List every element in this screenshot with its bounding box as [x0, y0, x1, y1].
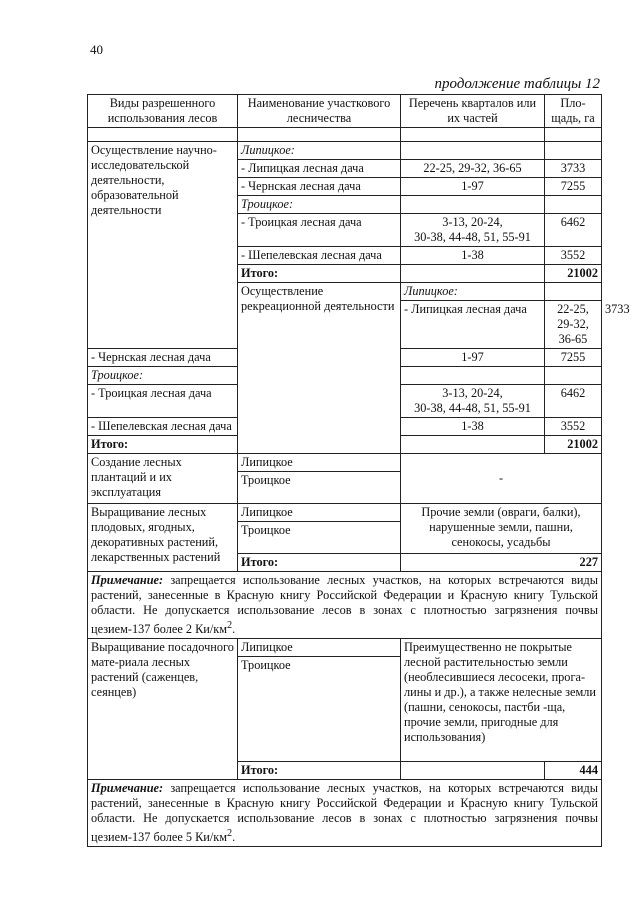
quarters-cell: 3-13, 20-24, 30-38, 44-48, 51, 55-91	[401, 385, 545, 418]
area-cell: 7255	[545, 349, 602, 367]
forestry-label: Троицкое	[238, 657, 401, 762]
area-cell: 7255	[545, 178, 602, 196]
area-cell: 6462	[545, 385, 602, 418]
header-quarters: Перечень кварталов или их частей	[401, 95, 545, 128]
table-row	[88, 504, 602, 522]
table-row	[88, 454, 602, 472]
quarters-cell: 22-25, 29-32, 36-65	[401, 160, 545, 178]
use-type-cell: Осуществление научно-исследовательской деятельности, образовательной деятельности	[88, 142, 238, 349]
quarters-cell: 3-13, 20-24, 30-38, 44-48, 51, 55-91	[401, 214, 545, 247]
forestry-label: Троицкое:	[238, 196, 401, 214]
use-type-cell: Осуществление рекреационной деятельности	[238, 283, 401, 454]
total-label: Итого:	[238, 265, 401, 283]
header-forestry-name: Наименование участкового лесничества	[238, 95, 401, 128]
forestry-label: Липицкое	[238, 639, 401, 657]
note-cell: Примечание: запрещается использование лесных участков, на которых встречаются виды растений, занесенные в Красную книгу Российской Федерации и Красную книгу Тульской области. Не допускается использование лесов в зонах с плотностью загрязнения почвы цезием-137 более 2 $Ки/км^2$.	[88, 572, 602, 639]
forest-dacha-name: - Троицкая лесная дача	[238, 214, 401, 247]
quarters-cell: 1-38	[401, 247, 545, 265]
total-value: 21002	[545, 265, 602, 283]
total-value: 21002	[545, 436, 602, 454]
area-cell: 3552	[545, 418, 602, 436]
area-cell: 3552	[545, 247, 602, 265]
forestry-label: Троицкое	[238, 522, 401, 554]
note-superscript: 2	[227, 828, 233, 840]
quarters-cell: 1-97	[401, 349, 545, 367]
use-type-cell: Создание лесных плантаций и их эксплуатация	[88, 454, 238, 504]
table-row	[88, 639, 602, 657]
note-cell: Примечание: запрещается использование лесных участков, на которых встречаются виды растений, занесенные в Красную книгу Российской Федерации и Красную книгу Тульской области. Не допускается использование лесов в зонах с плотностью загрязнения почвы цезием-137 более 5 $Ки/км^2$.	[88, 780, 602, 847]
spacer-row	[88, 128, 602, 142]
quarters-cell: Прочие земли (овраги, балки), нарушенные земли, пашни, сенокосы, усадьбы	[401, 504, 602, 554]
quarters-cell: Преимущественно не покрытые лесной растительностью земли (необлесившиеся лесосеки, прога- лины и др.), а также нелесные земли (пашни, сенокосы, пастби -ща, прочие земли, пригодные для использования)	[401, 639, 602, 762]
note-superscript: 2	[227, 620, 233, 631]
total-label: Итого:	[238, 554, 401, 572]
note-row	[88, 780, 602, 847]
forestry-label: Троицкое	[238, 472, 401, 504]
forestry-label: Липицкое	[238, 504, 401, 522]
forest-dacha-name: - Липицкая лесная дача	[238, 160, 401, 178]
page-number: 40	[90, 42, 103, 57]
total-value: 444	[545, 762, 602, 780]
note-row	[88, 572, 602, 639]
total-label: Итого:	[88, 436, 238, 454]
forest-dacha-name: - Липицкая лесная дача	[401, 301, 545, 349]
note-label: Примечание:	[91, 573, 164, 587]
table-row	[88, 142, 602, 160]
table-continuation-caption: продолжение таблицы 12	[434, 76, 600, 92]
forestry-label: Троицкое:	[88, 367, 238, 385]
note-text: запрещается использование лесных участков, на которых встречаются виды растений, занесенные в Красную книгу Российской Федерации и Красную книгу Тульской области. Не допускается использование лесов в зонах с плотностью загрязнения почвы цезием-137 более 5 Ки/км	[91, 781, 598, 845]
use-type-cell: Выращивание лесных плодовых, ягодных, декоративных растений, лекарственных растений	[88, 504, 238, 572]
area-cell: 3733	[545, 160, 602, 178]
forest-dacha-name: - Шепелевская лесная дача	[238, 247, 401, 265]
quarters-cell: -	[401, 454, 602, 504]
forestry-label: Липицкое	[238, 454, 401, 472]
header-area: Пло-щадь, га	[545, 95, 602, 128]
header-use-type: Виды разрешенного использования лесов	[88, 95, 238, 128]
total-value: 227	[401, 554, 602, 572]
quarters-cell: 22-25, 29-32, 36-65	[545, 301, 602, 349]
quarters-cell: 1-38	[401, 418, 545, 436]
header-row	[88, 95, 602, 128]
forestry-label: Липицкое:	[238, 142, 401, 160]
forest-use-table	[87, 94, 630, 847]
table-row: - Липицкая лесная дача 22-25, 29-32, 36-65 3733	[88, 301, 602, 349]
total-label: Итого:	[238, 762, 401, 780]
forest-dacha-name: - Троицкая лесная дача	[88, 385, 238, 418]
use-type-cell: Выращивание посадочного мате-риала лесных растений (саженцев, сеянцев)	[88, 639, 238, 780]
area-cell: 6462	[545, 214, 602, 247]
forest-dacha-name: - Чернская лесная дача	[238, 178, 401, 196]
note-text: запрещается использование лесных участков, на которых встречаются виды растений, занесенные в Красную книгу Российской Федерации и Красную книгу Тульской области. Не допускается использование лесов в зонах с плотностью загрязнения почвы цезием-137 более 2 Ки/км	[91, 573, 598, 637]
forest-dacha-name: - Шепелевская лесная дача	[88, 418, 238, 436]
note-label: Примечание:	[91, 781, 164, 796]
forest-dacha-name: - Чернская лесная дача	[88, 349, 238, 367]
forestry-label: Липицкое:	[401, 283, 545, 301]
quarters-cell: 1-97	[401, 178, 545, 196]
